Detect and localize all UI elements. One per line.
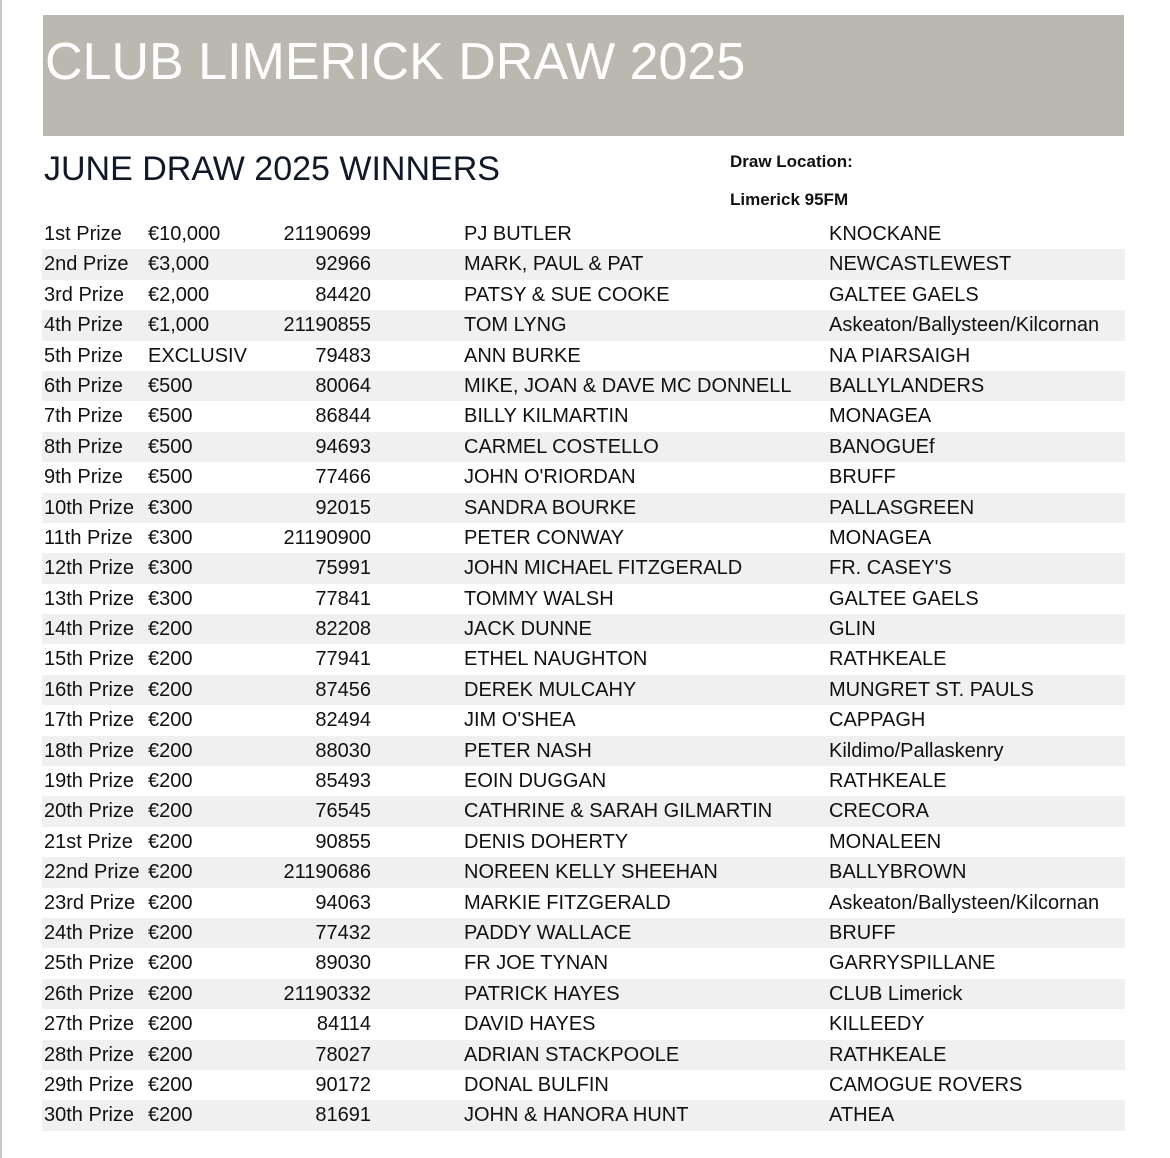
ticket-number: 94063	[315, 891, 371, 914]
table-row	[42, 675, 1125, 705]
table-row	[42, 249, 1125, 279]
club-name: PALLASGREEN	[829, 496, 975, 519]
club-name: CRECORA	[829, 800, 930, 823]
ticket-number: 87456	[315, 678, 371, 701]
ticket-number: 77841	[315, 587, 371, 610]
prize-position: 10th Prize	[44, 496, 135, 519]
prize-position: 1st Prize	[44, 223, 122, 245]
ticket-number: 90172	[315, 1073, 371, 1096]
draw-location-value: Limerick 95FM	[730, 190, 849, 209]
table-row	[42, 766, 1125, 796]
winner-name: TOM LYNG	[464, 314, 567, 337]
table-row	[42, 553, 1125, 583]
table-row	[42, 918, 1125, 948]
table-row	[42, 979, 1125, 1009]
table-row	[42, 462, 1125, 492]
ticket-number: 79483	[315, 344, 371, 367]
winner-name: EOIN DUGGAN	[464, 770, 607, 793]
club-name: GLIN	[829, 618, 876, 641]
prize-amount: €200	[148, 891, 193, 914]
prize-amount: €200	[148, 648, 193, 671]
winner-name: ADRIAN STACKPOOLE	[464, 1043, 680, 1066]
table-row	[42, 1009, 1125, 1039]
prize-amount: €500	[148, 405, 193, 428]
winner-name: ANN BURKE	[464, 344, 581, 367]
club-name: CAMOGUE ROVERS	[829, 1073, 1023, 1096]
club-name: RATHKEALE	[829, 1043, 947, 1066]
prize-amount: €200	[148, 1073, 193, 1096]
prize-position: 26th Prize	[44, 982, 135, 1005]
club-name: GALTEE GAELS	[829, 283, 979, 306]
table-row	[42, 310, 1125, 340]
table-row	[42, 1070, 1125, 1100]
club-name: MONAGEA	[829, 526, 932, 549]
table-row	[42, 401, 1125, 431]
winner-name: NOREEN KELLY SHEEHAN	[464, 861, 718, 884]
club-name: BALLYBROWN	[829, 861, 967, 884]
prize-amount: €200	[148, 830, 193, 853]
prize-amount: €200	[148, 1104, 193, 1127]
winner-name: JOHN O'RIORDAN	[464, 466, 636, 489]
table-row	[42, 614, 1125, 644]
prize-amount: €500	[148, 466, 193, 489]
table-row	[42, 584, 1125, 614]
winner-name: JOHN MICHAEL FITZGERALD	[464, 557, 743, 580]
prize-amount: €200	[148, 1013, 193, 1036]
prize-amount: €2,000	[148, 283, 210, 306]
prize-amount: €300	[148, 526, 193, 549]
prize-position: 27th Prize	[44, 1013, 135, 1036]
prize-position: 25th Prize	[44, 952, 135, 975]
ticket-number: 80064	[315, 374, 371, 397]
prize-position: 2nd Prize	[44, 253, 129, 276]
draw-subtitle: JUNE DRAW 2025 WINNERS	[44, 150, 500, 188]
prize-amount: €200	[148, 952, 193, 975]
prize-position: 29th Prize	[44, 1073, 135, 1096]
ticket-number: 82208	[315, 618, 371, 641]
club-name: CAPPAGH	[829, 709, 926, 732]
club-name: BANOGUEf	[829, 435, 935, 458]
winner-name: SANDRA BOURKE	[464, 496, 637, 519]
club-name: BALLYLANDERS	[829, 374, 985, 397]
prize-amount: €200	[148, 1043, 193, 1066]
ticket-number: 21190686	[283, 861, 371, 884]
prize-position: 24th Prize	[44, 921, 135, 944]
ticket-number: 76545	[315, 800, 371, 823]
prize-position: 30th Prize	[44, 1104, 135, 1127]
prize-position: 15th Prize	[44, 648, 135, 671]
ticket-number: 92966	[315, 253, 371, 276]
club-name: MONALEEN	[829, 830, 942, 853]
winner-name: BILLY KILMARTIN	[464, 405, 629, 428]
table-row	[42, 736, 1125, 766]
prize-position: 21st Prize	[44, 830, 133, 853]
winner-name: JACK DUNNE	[464, 618, 592, 641]
club-name: NEWCASTLEWEST	[829, 253, 1012, 276]
prize-position: 12th Prize	[44, 557, 135, 580]
table-row	[42, 432, 1125, 462]
table-row	[42, 644, 1125, 674]
prize-position: 3rd Prize	[44, 283, 125, 306]
club-name: RATHKEALE	[829, 648, 947, 671]
winner-name: PATRICK HAYES	[464, 982, 620, 1005]
table-row	[42, 857, 1125, 887]
club-name: BRUFF	[829, 466, 896, 489]
club-name: FR. CASEY'S	[829, 557, 952, 580]
winner-name: DENIS DOHERTY	[464, 830, 629, 853]
ticket-number: 84420	[315, 283, 371, 306]
ticket-number: 89030	[315, 952, 371, 975]
club-name: KNOCKANE	[829, 223, 942, 245]
table-row	[42, 523, 1125, 553]
ticket-number: 81691	[315, 1104, 371, 1127]
club-name: ATHEA	[829, 1104, 895, 1127]
prize-amount: €200	[148, 709, 193, 732]
ticket-number: 90855	[315, 830, 371, 853]
prize-amount: €200	[148, 770, 193, 793]
prize-position: 8th Prize	[44, 435, 123, 458]
prize-amount: €3,000	[148, 253, 210, 276]
club-name: Kildimo/Pallaskenry	[829, 739, 1004, 762]
winner-name: MARK, PAUL & PAT	[464, 253, 644, 276]
ticket-number: 94693	[315, 435, 371, 458]
club-name: NA PIARSAIGH	[829, 344, 971, 367]
winner-name: DAVID HAYES	[464, 1013, 596, 1036]
prize-amount: EXCLUSIV	[148, 344, 247, 367]
ticket-number: 21190332	[283, 982, 371, 1005]
winner-name: CATHRINE & SARAH GILMARTIN	[464, 800, 773, 823]
winner-name: DONAL BULFIN	[464, 1073, 609, 1096]
table-row	[42, 705, 1125, 735]
prize-amount: €200	[148, 861, 193, 884]
ticket-number: 21190900	[283, 526, 371, 549]
club-name: MUNGRET ST. PAULS	[829, 678, 1034, 701]
table-row	[42, 280, 1125, 310]
club-name: KILLEEDY	[829, 1013, 925, 1036]
page-edge	[0, 0, 2, 1158]
winner-name: JOHN & HANORA HUNT	[464, 1104, 689, 1127]
ticket-number: 92015	[315, 496, 371, 519]
table-row	[42, 948, 1125, 978]
prize-position: 7th Prize	[44, 405, 123, 428]
prize-position: 28th Prize	[44, 1043, 135, 1066]
prize-amount: €10,000	[148, 223, 221, 245]
header-banner	[43, 15, 1124, 136]
ticket-number: 77466	[315, 466, 371, 489]
prize-amount: €300	[148, 557, 193, 580]
ticket-number: 86844	[315, 405, 371, 428]
ticket-number: 85493	[315, 770, 371, 793]
prize-position: 6th Prize	[44, 374, 123, 397]
winner-name: ETHEL NAUGHTON	[464, 648, 648, 671]
prize-amount: €500	[148, 435, 193, 458]
winner-name: JIM O'SHEA	[464, 709, 576, 732]
prize-amount: €200	[148, 800, 193, 823]
table-row	[42, 827, 1125, 857]
prize-amount: €200	[148, 678, 193, 701]
prize-amount: €200	[148, 982, 193, 1005]
table-row	[42, 371, 1125, 401]
winner-name: MARKIE FITZGERALD	[464, 891, 671, 914]
prize-amount: €200	[148, 739, 193, 762]
prize-amount: €500	[148, 374, 193, 397]
page-title: CLUB LIMERICK DRAW 2025	[45, 33, 746, 91]
prize-position: 13th Prize	[44, 587, 135, 610]
prize-position: 17th Prize	[44, 709, 135, 732]
ticket-number: 77432	[315, 921, 371, 944]
winner-name: PATSY & SUE COOKE	[464, 283, 670, 306]
prize-position: 23rd Prize	[44, 891, 136, 914]
prize-position: 5th Prize	[44, 344, 123, 367]
table-row	[42, 493, 1125, 523]
prize-position: 18th Prize	[44, 739, 135, 762]
table-row	[42, 219, 1125, 249]
prize-position: 14th Prize	[44, 618, 135, 641]
ticket-number: 84114	[316, 1013, 371, 1036]
club-name: GARRYSPILLANE	[829, 952, 996, 975]
prize-amount: €200	[148, 618, 193, 641]
club-name: Askeaton/Ballysteen/Kilcornan	[829, 891, 1100, 914]
prize-position: 22nd Prize	[44, 861, 140, 884]
winner-name: PETER CONWAY	[464, 526, 625, 549]
ticket-number: 77941	[315, 648, 371, 671]
table-row	[42, 888, 1125, 918]
winner-name: DEREK MULCAHY	[464, 678, 637, 701]
ticket-number: 75991	[315, 557, 371, 580]
club-name: Askeaton/Ballysteen/Kilcornan	[829, 314, 1100, 337]
winner-name: PJ BUTLER	[464, 223, 572, 245]
ticket-number: 21190699	[283, 223, 371, 245]
winner-name: PADDY WALLACE	[464, 921, 632, 944]
winners-table	[42, 219, 1125, 1131]
club-name: BRUFF	[829, 921, 896, 944]
winner-name: TOMMY WALSH	[464, 587, 614, 610]
winner-name: FR JOE TYNAN	[464, 952, 609, 975]
prize-amount: €300	[148, 496, 193, 519]
prize-amount: €300	[148, 587, 193, 610]
club-name: CLUB Limerick	[829, 982, 963, 1005]
prize-position: 16th Prize	[44, 678, 135, 701]
club-name: RATHKEALE	[829, 770, 947, 793]
prize-amount: €1,000	[148, 314, 210, 337]
winner-name: CARMEL COSTELLO	[464, 435, 659, 458]
prize-position: 20th Prize	[44, 800, 135, 823]
draw-location-label: Draw Location:	[730, 152, 853, 171]
club-name: MONAGEA	[829, 405, 932, 428]
prize-position: 9th Prize	[44, 466, 123, 489]
table-row	[42, 1040, 1125, 1070]
ticket-number: 21190855	[283, 314, 371, 337]
prize-position: 11th Prize	[44, 526, 133, 549]
prize-amount: €200	[148, 921, 193, 944]
club-name: GALTEE GAELS	[829, 587, 979, 610]
table-row	[42, 341, 1125, 371]
ticket-number: 82494	[315, 709, 371, 732]
prize-position: 4th Prize	[44, 314, 123, 337]
prize-position: 19th Prize	[44, 770, 135, 793]
ticket-number: 78027	[315, 1043, 371, 1066]
ticket-number: 88030	[315, 739, 371, 762]
winner-name: MIKE, JOAN & DAVE MC DONNELL	[464, 374, 792, 397]
winner-name: PETER NASH	[464, 739, 592, 762]
table-row	[42, 796, 1125, 826]
table-row	[42, 1100, 1125, 1130]
